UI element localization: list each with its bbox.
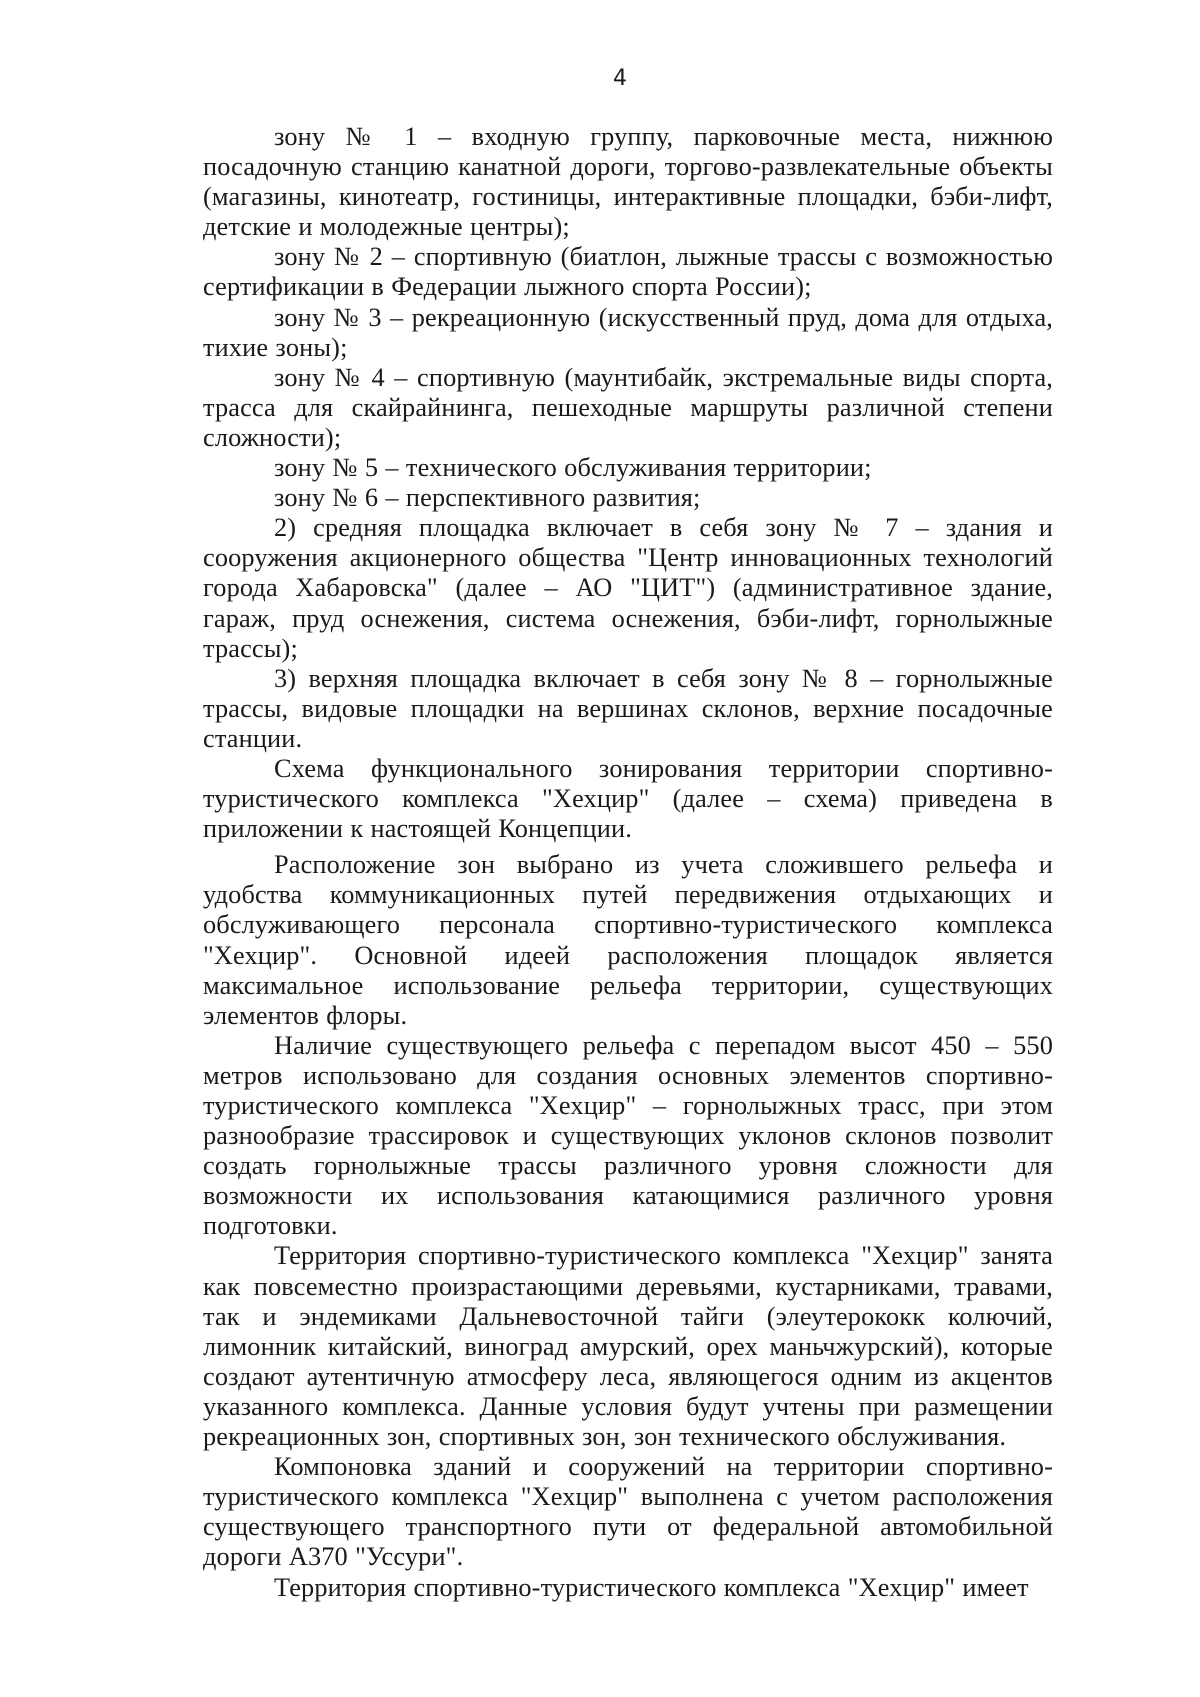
paragraph-relief: Наличие существующего рельефа с перепадом высот 450 – 550 метров использовано для создания основных элементов спортивно-туристического комплекса "Хехцир" – горнолыжных трасс, при этом разнообразие трассировок и существующих уклонов склонов позволит создать горнолыжные трассы различного уровня сложности для возможности их использования катающимися различного уровня подготовки. — [203, 1030, 1053, 1241]
paragraph-zone-3: зону № 3 – рекреационную (искусственный пруд, дома для отдыха, тихие зоны); — [203, 302, 1053, 362]
paragraph-zone-location: Расположение зон выбрано из учета сложившего рельефа и удобства коммуникационных путей передвижения отдыхающих и обслуживающего персонала спортивно-туристического комплекса "Хехцир". Основной идеей расположения площадок является максимальное использование рельефа территории, существующих элементов флоры. — [203, 850, 1053, 1030]
page-number: 4 — [613, 66, 627, 91]
paragraph-upper-site: 3) верхняя площадка включает в себя зону № 8 – горнолыжные трассы, видовые площадки на вершинах склонов, верхние посадочные станции. — [203, 663, 1053, 753]
paragraph-territory-continued: Территория спортивно-туристического комплекса "Хехцир" имеет — [274, 1572, 1029, 1602]
paragraph-layout: Компоновка зданий и сооружений на территории спортивно-туристического комплекса "Хехцир" выполнена с учетом расположения существующего транспортного пути от федеральной автомобильной дороги А370 "Уссури". — [203, 1452, 1053, 1572]
paragraph-middle-site: 2) средняя площадка включает в себя зону № 7 – здания и сооружения акционерного общества "Центр инновационных технологий города Хабаровска" (далее – АО "ЦИТ") (административное здание, гараж, пруд оснежения, система оснежения, бэби-лифт, горнолыжные трассы); — [203, 513, 1053, 663]
paragraph-zone-1: зону № 1 – входную группу, парковочные места, нижнюю посадочную станцию канатной дороги, торгово-развлекательные объекты (магазины, кинотеатр, гостиницы, интерактивные площадки, бэби-лифт, детские и молодежные центры); — [203, 122, 1053, 242]
paragraph-zone-2: зону № 2 – спортивную (биатлон, лыжные трассы с возможностью сертификации в Федерации лыжного спорта России); — [203, 242, 1053, 302]
paragraph-flora: Территория спортивно-туристического комплекса "Хехцир" занята как повсеместно произрастающими деревьями, кустарниками, травами, так и эндемиками Дальневосточной тайги (элеутерококк колючий, лимонник китайский, виноград амурский, орех маньчжурский), которые создают аутентичную атмосферу леса, являющегося одним из акцентов указанного комплекса. Данные условия будут учтены при размещении рекреационных зон, спортивных зон, зон технического обслуживания. — [203, 1241, 1053, 1452]
paragraph-zone-5: зону № 5 – технического обслуживания территории; — [274, 453, 872, 483]
paragraph-zoning-scheme: Схема функционального зонирования территории спортивно-туристического комплекса "Хехцир" (далее – схема) приведена в приложении к настоящей Концепции. — [203, 753, 1053, 844]
paragraph-zone-4: зону № 4 – спортивную (маунтибайк, экстремальные виды спорта, трасса для скайрайнинга, пешеходные маршруты различной степени сложности); — [203, 362, 1053, 452]
paragraph-zone-6: зону № 6 – перспективного развития; — [274, 483, 701, 513]
document-body — [203, 122, 1053, 1603]
